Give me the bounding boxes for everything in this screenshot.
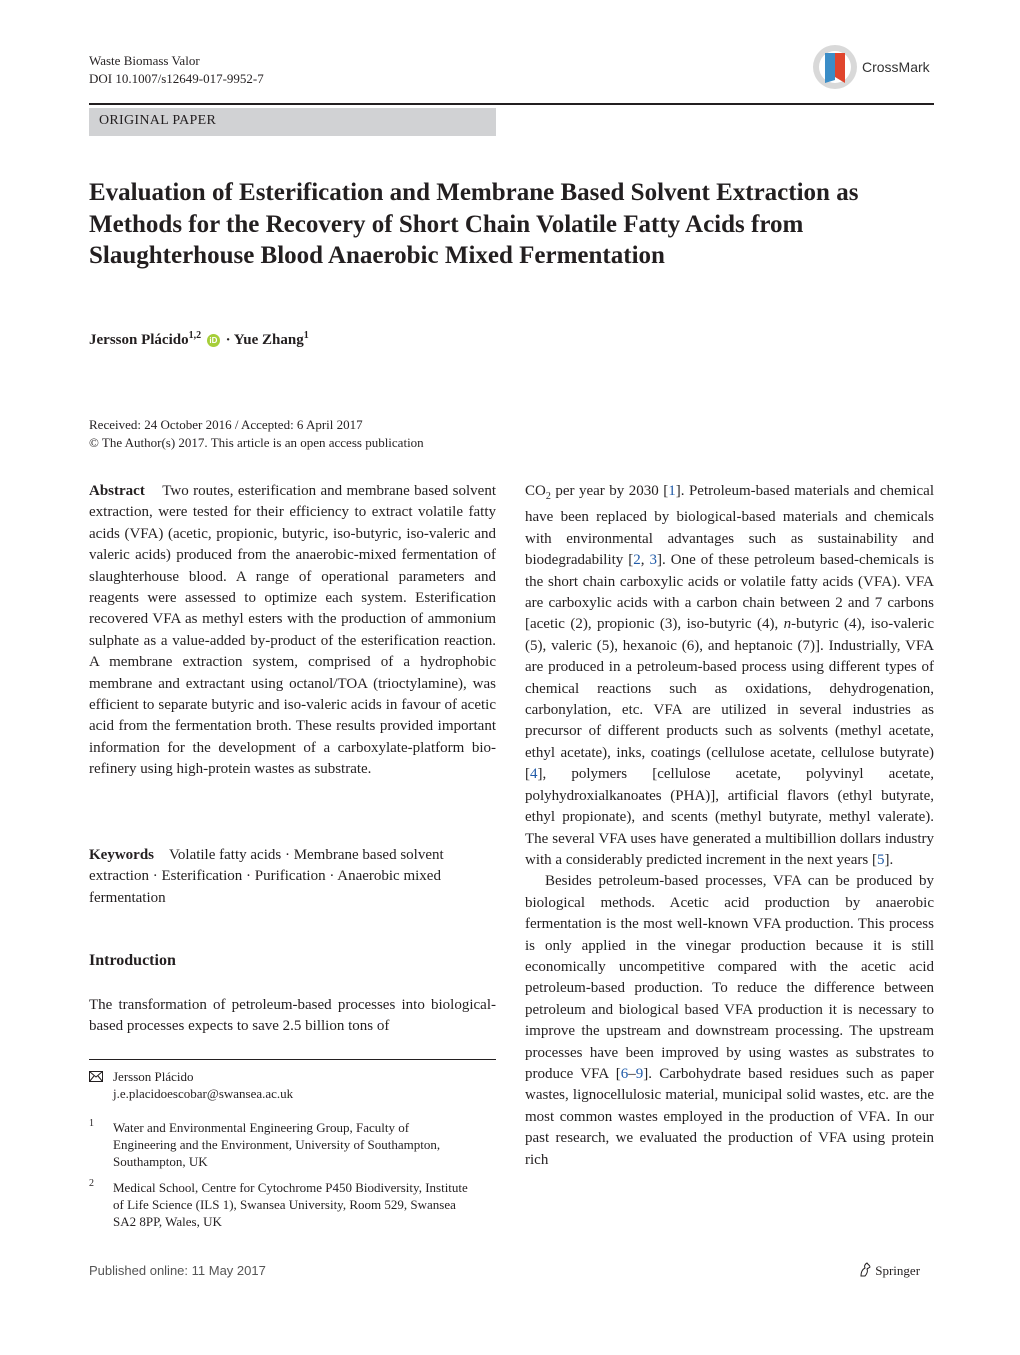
abstract xyxy=(89,481,496,781)
author-affiliation-ref: 1 xyxy=(303,330,309,341)
text: -butyric (4), iso-valeric (5), valeric (5), hexanoic (6), and heptanoic (7)]. Industrially, VFA are produced in a petroleum-based process using different types of chemical reactions such as oxidations, dehydrogenation, carbonylation, etc. VFA are utilized in several industries as precursor of different products such as solvents (methyl acetate, ethyl acetate), inks, coatings (cellulose acetate, cellulose butyrate) [ xyxy=(525,616,934,783)
text: – xyxy=(628,1065,636,1082)
citation-link[interactable]: 3 xyxy=(649,552,658,569)
header-rule xyxy=(89,103,934,105)
author-affiliation-ref: 1,2 xyxy=(188,330,202,341)
intro-paragraph-2 xyxy=(525,871,934,1171)
keywords-text: Volatile fatty acids · Membrane based solvent extraction · Esterification · Purification · Anaerobic mixed fermentation xyxy=(89,847,444,906)
journal-name: Waste Biomass Valor xyxy=(89,53,200,68)
text: ], polymers [cellulose acetate, polyvinyl acetate, polyhydroxialkanoates (PHA)], artificial flavors (ethyl butyrate, ethyl propionate), and scents (methyl butyrate, methyl valerate). The several VFA uses have generated a multibillion dollars industry with a considerably predicted increment in the next years [ xyxy=(525,766,934,868)
text: per year by 2030 [ xyxy=(550,483,669,499)
published-date: Published online: 11 May 2017 xyxy=(89,1263,266,1278)
publisher-logo xyxy=(858,1262,920,1279)
citation-link[interactable]: 1 xyxy=(668,483,676,499)
intro-paragraph xyxy=(89,995,496,1038)
text: ]. Petroleum-based materials and chemical have been replaced by biological-based materials and chemicals with environmental advantages such as sustainability and biodegradability [ xyxy=(525,483,934,569)
footnote-rule xyxy=(89,1059,496,1060)
article-type: ORIGINAL PAPER xyxy=(99,113,217,128)
article-type-banner xyxy=(89,108,496,136)
intro-right-column xyxy=(525,481,934,1171)
author-separator: · xyxy=(221,332,234,348)
corresponding-author: Jersson Plácido xyxy=(113,1069,194,1084)
springer-horse-icon xyxy=(858,1262,872,1277)
section-heading-introduction: Introduction xyxy=(89,952,176,969)
text: CO xyxy=(525,483,546,499)
received-accepted: Received: 24 October 2016 / Accepted: 6 April 2017 xyxy=(89,417,363,432)
abstract-text: Two routes, esterification and membrane based solvent extraction, were tested for their efficiency to extract volatile fatty acids (VFA) (acetic, propionic, butyric, iso-butyric, iso-valeric and valeric acids) produced from the anaerobic-mixed fermentation of slaughterhouse blood. A range of operational parameters and reagents were assessed to optimize each system. Esterification recovered VFA as methyl esters with the production of ammonium sulphate as a value-added by-product of the esterification reaction. A membrane extraction system, comprised of a hydrophobic membrane and extractant using octanol/TOA (trioctylamine), was efficient to separate butyric and iso-valeric acids in favour of acetic acid from the fermentation broth. These results provided important information for the development of a carboxylate-platform bio-refinery using high-protein wastes as substrate. xyxy=(89,483,496,778)
affiliation-text: Medical School, Centre for Cytochrome P450 Biodiversity, Institute of Life Science (ILS 1), Swansea University, Room 529, Swansea SA2 8PP, Wales, UK xyxy=(113,1180,468,1229)
corresponding-email[interactable]: j.e.placidoescobar@swansea.ac.uk xyxy=(113,1086,294,1101)
envelope-icon xyxy=(89,1071,103,1082)
affiliation-text: Water and Environmental Engineering Group, Faculty of Engineering and the Environment, University of Southampton, Southampton, UK xyxy=(113,1120,441,1169)
abstract-label: Abstract xyxy=(89,483,145,499)
citation-link[interactable]: 9 xyxy=(635,1065,644,1082)
crossmark-badge[interactable] xyxy=(811,43,951,93)
citation-link[interactable]: 5 xyxy=(876,851,885,868)
author-name[interactable]: Yue Zhang xyxy=(233,332,304,348)
text: ]. xyxy=(884,851,894,868)
keywords xyxy=(89,845,496,909)
text: n xyxy=(783,616,792,633)
keywords-label: Keywords xyxy=(89,847,154,863)
intro-text: The transformation of petroleum-based processes into biological-based processes expects to save 2.5 billion tons of xyxy=(89,997,496,1035)
text: ]. Carbohydrate based residues such as paper wastes, lignocellulosic material, municipal solid wastes, etc. are the most common wastes employed in the production of VFA. In our past research, we evaluated the production of VFA using protein rich xyxy=(525,1065,934,1168)
affiliation-number: 2 xyxy=(89,1178,94,1189)
author-name[interactable]: Jersson Plácido xyxy=(89,332,189,348)
intro-paragraph-1 xyxy=(525,481,934,871)
citation-link[interactable]: 2 xyxy=(633,552,641,569)
affiliation-number: 1 xyxy=(89,1118,94,1129)
subscript: 2 xyxy=(545,491,551,502)
copyright: © The Author(s) 2017. This article is an open access publication xyxy=(89,435,424,450)
article-dates xyxy=(89,416,424,452)
citation-link[interactable]: 4 xyxy=(530,766,538,783)
citation-link[interactable]: 6 xyxy=(620,1065,629,1082)
publisher-name: Springer xyxy=(875,1263,921,1278)
text: Besides petroleum-based processes, VFA can be produced by biological methods. Acetic acid production by anaerobic fermentation is the most well-known VFA production. This process is only applied in the vinegar production because it is still economically uncompetitive compared with the acetic acid petroleum-based production. To reduce the difference between petroleum and biological based VFA production it is necessary to improve the upstream and downstream processing. The upstream processes have been improved by using wastes as substrates to produce VFA [ xyxy=(525,873,934,1082)
crossmark-icon xyxy=(811,43,859,91)
article-title: Evaluation of Esterification and Membrane Based Solvent Extraction as Methods for the Recovery of Short Chain Volatile Fatty Acids from Slaughterhouse Blood Anaerobic Mixed Fermentation xyxy=(89,179,859,269)
crossmark-label: CrossMark xyxy=(862,59,930,75)
text: , xyxy=(640,552,650,569)
text: ]. One of these petroleum based-chemicals is the short chain carboxylic acids or volatile fatty acids (VFA). VFA are carboxylic acids with a carbon chain between 2 and 7 carbons [acetic (2), propionic (3), iso-butyric (4), xyxy=(525,552,934,633)
doi: DOI 10.1007/s12649-017-9952-7 xyxy=(89,71,264,86)
author-list xyxy=(89,330,309,349)
orcid-icon[interactable]: iD xyxy=(207,334,220,347)
